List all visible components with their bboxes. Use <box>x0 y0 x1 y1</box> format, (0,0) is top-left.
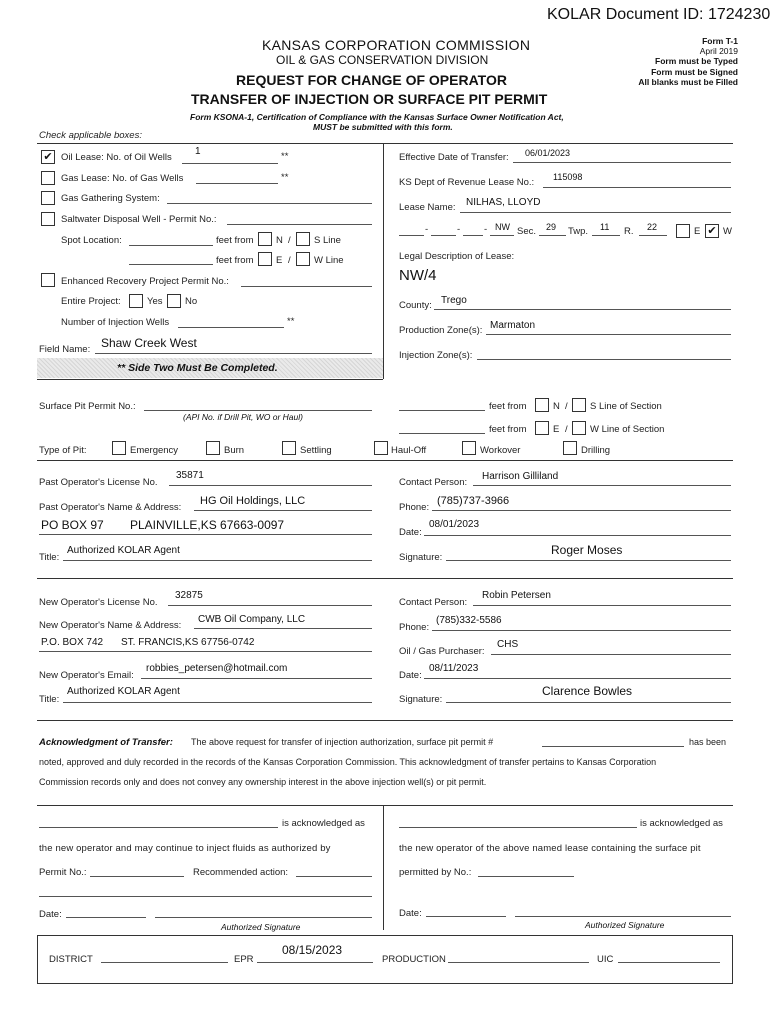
field-name-value[interactable]: Shaw Creek West <box>101 336 197 350</box>
past-signature-value[interactable]: Roger Moses <box>551 543 623 557</box>
twp-value[interactable]: 11 <box>600 222 610 232</box>
new-address-line <box>39 651 372 652</box>
ack-right-text: the new operator of the above named lease containing the surface pit <box>399 843 701 854</box>
entire-yes-checkbox[interactable] <box>129 294 143 308</box>
pit-burn-checkbox[interactable] <box>206 441 220 455</box>
gas-wells-stars: ** <box>281 172 289 183</box>
spot-n-label: N <box>276 235 283 246</box>
swd-line <box>227 224 372 225</box>
pit-ns-slash: / <box>565 401 568 412</box>
new-phone-line <box>432 630 731 631</box>
new-title-line <box>63 702 372 703</box>
ack-left-text: the new operator and may continue to inject fluids as authorized by <box>39 843 331 854</box>
pit-drilling-checkbox[interactable] <box>563 441 577 455</box>
ack-left-sig-line <box>155 917 372 918</box>
form-date: April 2019 <box>699 46 738 56</box>
upper-top-rule <box>37 143 733 144</box>
form-note-signed: Form must be Signed <box>651 67 738 77</box>
ack-permit-no-label: Permit No.: <box>39 867 87 878</box>
field-name-label: Field Name: <box>39 344 91 355</box>
spot-s-label: S Line <box>314 235 341 246</box>
ack-recommended-label: Recommended action: <box>193 867 289 878</box>
inj-wells-stars: ** <box>287 316 295 327</box>
pit-ew-line <box>399 433 485 434</box>
past-date-label: Date: <box>399 527 422 538</box>
past-bottom-rule <box>37 578 733 579</box>
qtr-3-line <box>463 235 483 236</box>
pit-emergency-label: Emergency <box>130 445 179 456</box>
past-name-value[interactable]: HG Oil Holdings, LLC <box>200 495 306 507</box>
oil-lease-checkbox[interactable]: ✔ <box>41 150 55 164</box>
form-title-1: REQUEST FOR CHANGE OF OPERATOR <box>236 72 507 88</box>
rev-lease-label: KS Dept of Revenue Lease No.: <box>399 177 535 188</box>
pit-feet-from-ew: feet from <box>489 424 527 435</box>
twp-line <box>592 235 620 236</box>
pit-ns-line <box>399 410 485 411</box>
ack-text-1b: has been <box>689 737 727 747</box>
form-note-filled: All blanks must be Filled <box>638 77 738 87</box>
pit-s-checkbox[interactable] <box>572 398 586 412</box>
spot-e-label: E <box>276 255 283 266</box>
inj-wells-line <box>178 327 284 328</box>
ack-right-date-line <box>426 916 506 917</box>
pit-w-label: W Line of Section <box>590 424 665 435</box>
gas-gathering-checkbox[interactable] <box>41 191 55 205</box>
spot-w-label: W Line <box>314 255 344 266</box>
swd-label: Saltwater Disposal Well - Permit No.: <box>61 214 217 225</box>
new-license-line <box>168 605 372 606</box>
pit-hauloff-label: Haul-Off <box>391 445 427 456</box>
pit-permit-label: Surface Pit Permit No.: <box>39 401 136 412</box>
ack-permitted-by-label: permitted by No.: <box>399 867 472 878</box>
district-line <box>101 962 228 963</box>
spot-location-label: Spot Location: <box>61 235 122 246</box>
epr-label: EPR <box>234 954 254 965</box>
district-label: DISTRICT <box>49 954 93 965</box>
new-title-label: Title: <box>39 694 60 705</box>
ack-left-date-line <box>66 917 146 918</box>
inj-wells-label: Number of Injection Wells <box>61 317 170 328</box>
past-address-line <box>39 534 372 535</box>
qtr-2-line <box>431 235 456 236</box>
past-license-line <box>169 485 372 486</box>
ack-left-is-ack: is acknowledged as <box>282 818 365 829</box>
rev-lease-line <box>543 187 731 188</box>
ack-heading: Acknowledgment of Transfer: <box>39 737 173 748</box>
county-label: County: <box>399 300 432 311</box>
pit-w-checkbox[interactable] <box>572 421 586 435</box>
past-contact-label: Contact Person: <box>399 477 468 488</box>
new-date-label: Date: <box>399 670 422 681</box>
ack-left-auth-sig: Authorized Signature <box>221 922 301 932</box>
upper-divider <box>383 143 384 379</box>
division-name: OIL & GAS CONSERVATION DIVISION <box>276 53 489 67</box>
range-value[interactable]: 22 <box>647 222 658 232</box>
spot-feet-from-ew: feet from <box>216 255 254 266</box>
new-name-value[interactable]: CWB Oil Company, LLC <box>198 614 306 625</box>
pit-permit-line <box>144 410 372 411</box>
ack-right-auth-sig: Authorized Signature <box>585 920 665 930</box>
pit-feet-from-ns: feet from <box>489 401 527 412</box>
range-e-checkbox[interactable] <box>676 224 690 238</box>
eff-date-line <box>513 162 731 163</box>
range-line <box>639 235 667 236</box>
entire-no-label: No <box>185 296 198 307</box>
qtr-dash-2: - <box>457 224 461 235</box>
ack-text-3: Commission records only and does not convey any ownership interest in the above injection well(s) or pit permit. <box>39 777 487 787</box>
ack-permitted-by-line <box>478 876 574 877</box>
rev-lease-value[interactable]: 115098 <box>553 172 583 182</box>
inj-zone-label: Injection Zone(s): <box>399 350 473 361</box>
new-bottom-rule <box>37 720 733 721</box>
new-license-label: New Operator's License No. <box>39 597 158 608</box>
new-date-line <box>424 678 731 679</box>
oil-wells-stars: ** <box>281 151 289 162</box>
lease-name-label: Lease Name: <box>399 202 456 213</box>
entire-no-checkbox[interactable] <box>167 294 181 308</box>
new-email-label: New Operator's Email: <box>39 670 134 681</box>
oil-wells-line <box>182 163 278 164</box>
spot-e-checkbox[interactable] <box>258 252 272 266</box>
past-address-2[interactable]: PLAINVILLE,KS 67663-0097 <box>130 518 285 532</box>
gas-gathering-line <box>167 203 372 204</box>
twp-label: Twp. <box>568 226 589 237</box>
new-title-value[interactable]: Authorized KOLAR Agent <box>67 686 180 697</box>
new-name-label: New Operator's Name & Address: <box>39 620 182 631</box>
ksona-note: Form KSONA-1, Certification of Compliance with the Kansas Surface Owner Notification Act, <box>190 112 564 122</box>
range-label: R. <box>624 226 634 237</box>
ack-recommended-line-2 <box>39 896 372 897</box>
pit-bottom-rule <box>37 460 733 461</box>
field-name-line <box>95 353 372 354</box>
prod-zone-line <box>486 334 731 335</box>
spot-ns-line <box>129 245 213 246</box>
lease-name-line <box>460 212 731 213</box>
oil-wells-value[interactable]: 1 <box>195 146 201 157</box>
swd-checkbox[interactable] <box>41 212 55 226</box>
pit-n-label: N <box>553 401 560 412</box>
legal-desc-label: Legal Description of Lease: <box>399 251 515 262</box>
oil-lease-label: Oil Lease: No. of Oil Wells <box>61 152 172 163</box>
qtr-4-line <box>490 235 514 236</box>
purchaser-value[interactable]: CHS <box>497 639 519 650</box>
pit-emergency-checkbox[interactable] <box>112 441 126 455</box>
spot-ew-line <box>129 264 213 265</box>
ksona-note-2: MUST be submitted with this form. <box>313 122 453 132</box>
new-phone-label: Phone: <box>399 622 430 633</box>
gas-lease-checkbox[interactable] <box>41 171 55 185</box>
sec-label: Sec. <box>517 226 537 237</box>
ack-left-name-line <box>39 827 278 828</box>
past-contact-line <box>473 485 731 486</box>
gas-gathering-label: Gas Gathering System: <box>61 193 160 204</box>
past-title-label: Title: <box>39 552 60 563</box>
pit-e-checkbox[interactable] <box>535 421 549 435</box>
pit-type-label: Type of Pit: <box>39 445 87 456</box>
sec-value[interactable]: 29 <box>546 222 557 232</box>
qtr-nw-value[interactable]: NW <box>495 222 510 232</box>
spot-feet-from-ns: feet from <box>216 235 254 246</box>
past-contact-value[interactable]: Harrison Gilliland <box>482 471 559 482</box>
new-email-line <box>141 678 372 679</box>
entire-project-label: Entire Project: <box>61 296 121 307</box>
ack-text-2: noted, approved and duly recorded in the records of the Kansas Corporation Commission. This acknowledgment of transfer pertains to Kansas Corporation <box>39 757 657 767</box>
past-address-1[interactable]: PO BOX 97 <box>41 518 104 532</box>
ack-text-1: The above request for transfer of injection authorization, surface pit permit # <box>191 737 494 747</box>
pit-workover-checkbox[interactable] <box>462 441 476 455</box>
new-contact-line <box>473 605 731 606</box>
upper-bottom-rule <box>37 379 383 380</box>
range-w-checkbox[interactable]: ✔ <box>705 224 719 238</box>
pit-burn-label: Burn <box>224 445 245 456</box>
form-note-typed: Form must be Typed <box>655 56 738 66</box>
past-phone-line <box>432 510 731 511</box>
range-e-label: E <box>694 226 701 237</box>
pit-drilling-label: Drilling <box>581 445 611 456</box>
check-boxes-label: Check applicable boxes: <box>39 130 142 141</box>
pit-e-label: E <box>553 424 560 435</box>
ack-divider <box>383 805 384 930</box>
past-name-line <box>194 510 372 511</box>
side-two-text: ** Side Two Must Be Completed. <box>117 362 278 374</box>
ack-permit-no-line <box>90 876 184 877</box>
eff-date-label: Effective Date of Transfer: <box>399 152 509 163</box>
gas-lease-label: Gas Lease: No. of Gas Wells <box>61 173 184 184</box>
new-name-line <box>194 628 372 629</box>
past-title-value[interactable]: Authorized KOLAR Agent <box>67 545 180 556</box>
sec-line <box>539 235 566 236</box>
pit-workover-label: Workover <box>480 445 521 456</box>
uic-line <box>618 962 720 963</box>
prod-zone-value[interactable]: Marmaton <box>490 320 536 331</box>
new-email-value[interactable]: robbies_petersen@hotmail.com <box>146 663 288 674</box>
production-label: PRODUCTION <box>382 954 446 965</box>
spot-s-checkbox[interactable] <box>296 232 310 246</box>
eff-date-value[interactable]: 06/01/2023 <box>525 148 571 158</box>
ack-right-date-label: Date: <box>399 908 422 919</box>
agency-name: KANSAS CORPORATION COMMISSION <box>262 37 531 53</box>
spot-ew-slash: / <box>288 255 291 266</box>
form-number: Form T-1 <box>702 36 738 46</box>
ack-left-date-label: Date: <box>39 909 62 920</box>
pit-n-checkbox[interactable] <box>535 398 549 412</box>
inj-zone-line <box>477 359 731 360</box>
pit-api-note: (API No. if Drill Pit, WO or Haul) <box>183 412 303 422</box>
eor-label: Enhanced Recovery Project Permit No.: <box>61 276 229 287</box>
pit-hauloff-checkbox[interactable] <box>374 441 388 455</box>
purchaser-label: Oil / Gas Purchaser: <box>399 646 485 657</box>
county-value[interactable]: Trego <box>441 295 467 306</box>
new-address-2[interactable]: ST. FRANCIS,KS 67756-0742 <box>121 637 255 648</box>
legal-desc-value[interactable]: NW/4 <box>399 267 437 284</box>
ack-right-sig-line <box>515 916 731 917</box>
new-contact-value[interactable]: Robin Petersen <box>482 590 551 601</box>
epr-line <box>257 962 373 963</box>
new-signature-value[interactable]: Clarence Bowles <box>542 684 633 698</box>
gas-wells-line <box>196 183 278 184</box>
qtr-dash-3: - <box>484 224 488 235</box>
spot-n-checkbox[interactable] <box>258 232 272 246</box>
past-date-value[interactable]: 08/01/2023 <box>429 519 480 530</box>
ack-recommended-line <box>296 876 372 877</box>
lease-name-value[interactable]: NILHAS, LLOYD <box>466 197 541 208</box>
ack-top-rule <box>37 805 733 806</box>
qtr-dash-1: - <box>425 224 429 235</box>
purchaser-line <box>491 654 731 655</box>
pit-s-label: S Line of Section <box>590 401 662 412</box>
past-date-line <box>424 535 731 536</box>
pit-settling-checkbox[interactable] <box>282 441 296 455</box>
new-contact-label: Contact Person: <box>399 597 468 608</box>
range-w-label: W <box>723 226 732 237</box>
form-title-2: TRANSFER OF INJECTION OR SURFACE PIT PERMIT <box>191 91 548 107</box>
new-date-value[interactable]: 08/11/2023 <box>429 663 479 674</box>
past-license-value[interactable]: 35871 <box>176 470 204 481</box>
document-id: KOLAR Document ID: 1724230 <box>547 6 770 23</box>
ack-permit-line <box>542 746 684 747</box>
qtr-1-line <box>399 235 424 236</box>
spot-w-checkbox[interactable] <box>296 252 310 266</box>
past-title-line <box>63 560 372 561</box>
past-phone-label: Phone: <box>399 502 430 513</box>
pit-ew-slash: / <box>565 424 568 435</box>
ack-right-is-ack: is acknowledged as <box>640 818 723 829</box>
epr-date-value[interactable]: 08/15/2023 <box>282 943 343 957</box>
new-signature-line <box>446 702 731 703</box>
production-line <box>448 962 589 963</box>
past-phone-value[interactable]: (785)737-3966 <box>437 495 510 507</box>
new-license-value[interactable]: 32875 <box>175 590 203 601</box>
past-name-label: Past Operator's Name & Address: <box>39 502 182 513</box>
spot-ns-slash: / <box>288 235 291 246</box>
new-address-1[interactable]: P.O. BOX 742 <box>41 637 104 648</box>
ack-right-name-line <box>399 827 637 828</box>
pit-settling-label: Settling <box>300 445 332 456</box>
entire-yes-label: Yes <box>147 296 163 307</box>
county-line <box>434 309 731 310</box>
new-signature-label: Signature: <box>399 694 443 705</box>
past-signature-label: Signature: <box>399 552 443 563</box>
past-signature-line <box>446 560 731 561</box>
eor-line <box>241 286 372 287</box>
uic-label: UIC <box>597 954 614 965</box>
eor-checkbox[interactable] <box>41 273 55 287</box>
new-phone-value[interactable]: (785)332-5586 <box>436 615 502 626</box>
past-license-label: Past Operator's License No. <box>39 477 158 488</box>
prod-zone-label: Production Zone(s): <box>399 325 483 336</box>
